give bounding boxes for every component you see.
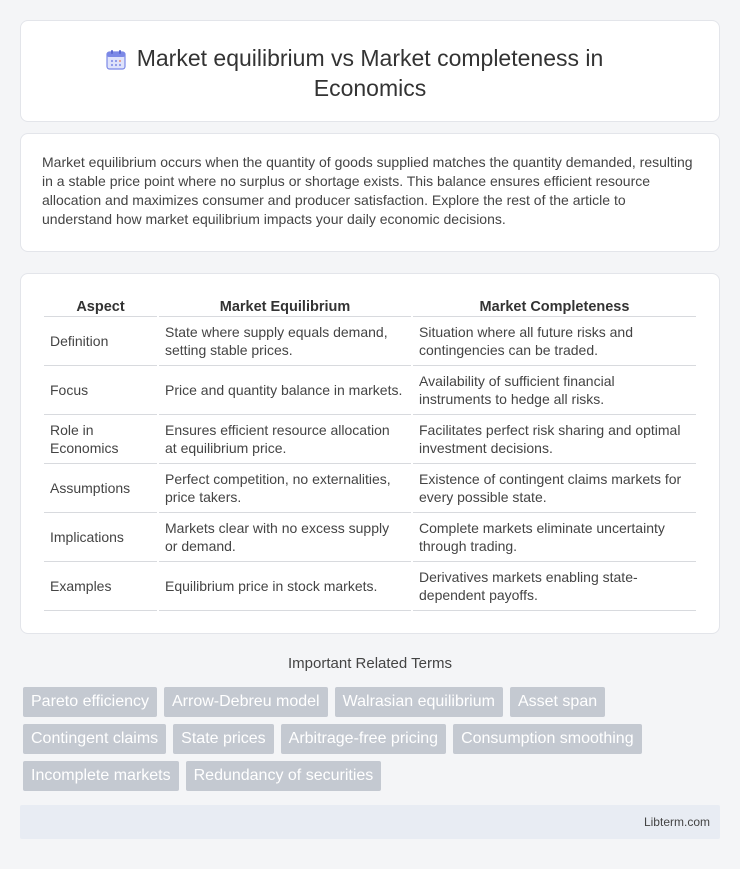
header-market-equilibrium: Market Equilibrium (159, 297, 411, 317)
table-header-row (44, 297, 696, 317)
tag-row (23, 724, 703, 754)
tag-incomplete-markets[interactable]: Incomplete markets (23, 761, 179, 791)
comparison-table (42, 297, 698, 611)
header-aspect: Aspect (44, 297, 157, 317)
cell-equilibrium: Ensures efficient resource allocation at equilibrium price. (159, 415, 411, 464)
intro-paragraph: Market equilibrium occurs when the quantity of goods supplied matches the quantity demanded, resulting in a stable price point where no surplus or shortage exists. This balance ensures efficient resource allocation and maximizes consumer and producer satisfaction. Explore the rest of the article to understand how market equilibrium impacts your daily economic decisions. (42, 154, 693, 227)
cell-equilibrium: State where supply equals demand, setting stable prices. (159, 317, 411, 366)
footer (20, 805, 720, 839)
cell-completeness: Derivatives markets enabling state-dependent payoffs. (413, 562, 696, 611)
table-row (44, 513, 696, 562)
tag-redundancy-of-securities[interactable]: Redundancy of securities (186, 761, 382, 791)
cell-completeness: Availability of sufficient financial instruments to hedge all risks. (413, 366, 696, 415)
tag-row (23, 687, 703, 717)
table-row (44, 415, 696, 464)
cell-equilibrium: Perfect competition, no externalities, price takers. (159, 464, 411, 513)
tag-state-prices[interactable]: State prices (173, 724, 273, 754)
page-title: Market equilibrium vs Market completeness in Economics (136, 45, 604, 101)
tag-consumption-smoothing[interactable]: Consumption smoothing (453, 724, 642, 754)
tag-arbitrage-free-pricing[interactable]: Arbitrage-free pricing (281, 724, 446, 754)
footer-site-link[interactable]: Libterm.com (643, 815, 710, 829)
tag-asset-span[interactable]: Asset span (510, 687, 605, 717)
table-row (44, 464, 696, 513)
table-row (44, 366, 696, 415)
tag-pareto-efficiency[interactable]: Pareto efficiency (23, 687, 157, 717)
comparison-table-card (20, 273, 720, 634)
cell-equilibrium: Price and quantity balance in markets. (159, 366, 411, 415)
related-terms-list (23, 687, 703, 798)
table-row (44, 317, 696, 366)
cell-aspect: Definition (44, 317, 157, 366)
intro-card (20, 133, 720, 252)
header-card (20, 20, 720, 122)
related-terms-title: Important Related Terms (288, 655, 452, 672)
tag-row (23, 761, 703, 791)
cell-completeness: Situation where all future risks and contingencies can be traded. (413, 317, 696, 366)
cell-completeness: Facilitates perfect risk sharing and optimal investment decisions. (413, 415, 696, 464)
cell-aspect: Focus (44, 366, 157, 415)
tag-walrasian-equilibrium[interactable]: Walrasian equilibrium (335, 687, 503, 717)
cell-equilibrium: Markets clear with no excess supply or demand. (159, 513, 411, 562)
cell-aspect: Role in Economics (44, 415, 157, 464)
table-row (44, 562, 696, 611)
cell-aspect: Implications (44, 513, 157, 562)
cell-aspect: Examples (44, 562, 157, 611)
header-market-completeness: Market Completeness (413, 297, 696, 317)
cell-completeness: Complete markets eliminate uncertainty through trading. (413, 513, 696, 562)
cell-completeness: Existence of contingent claims markets for every possible state. (413, 464, 696, 513)
cell-aspect: Assumptions (44, 464, 157, 513)
tag-contingent-claims[interactable]: Contingent claims (23, 724, 166, 754)
tag-arrow-debreu-model[interactable]: Arrow-Debreu model (164, 687, 328, 717)
cell-equilibrium: Equilibrium price in stock markets. (159, 562, 411, 611)
